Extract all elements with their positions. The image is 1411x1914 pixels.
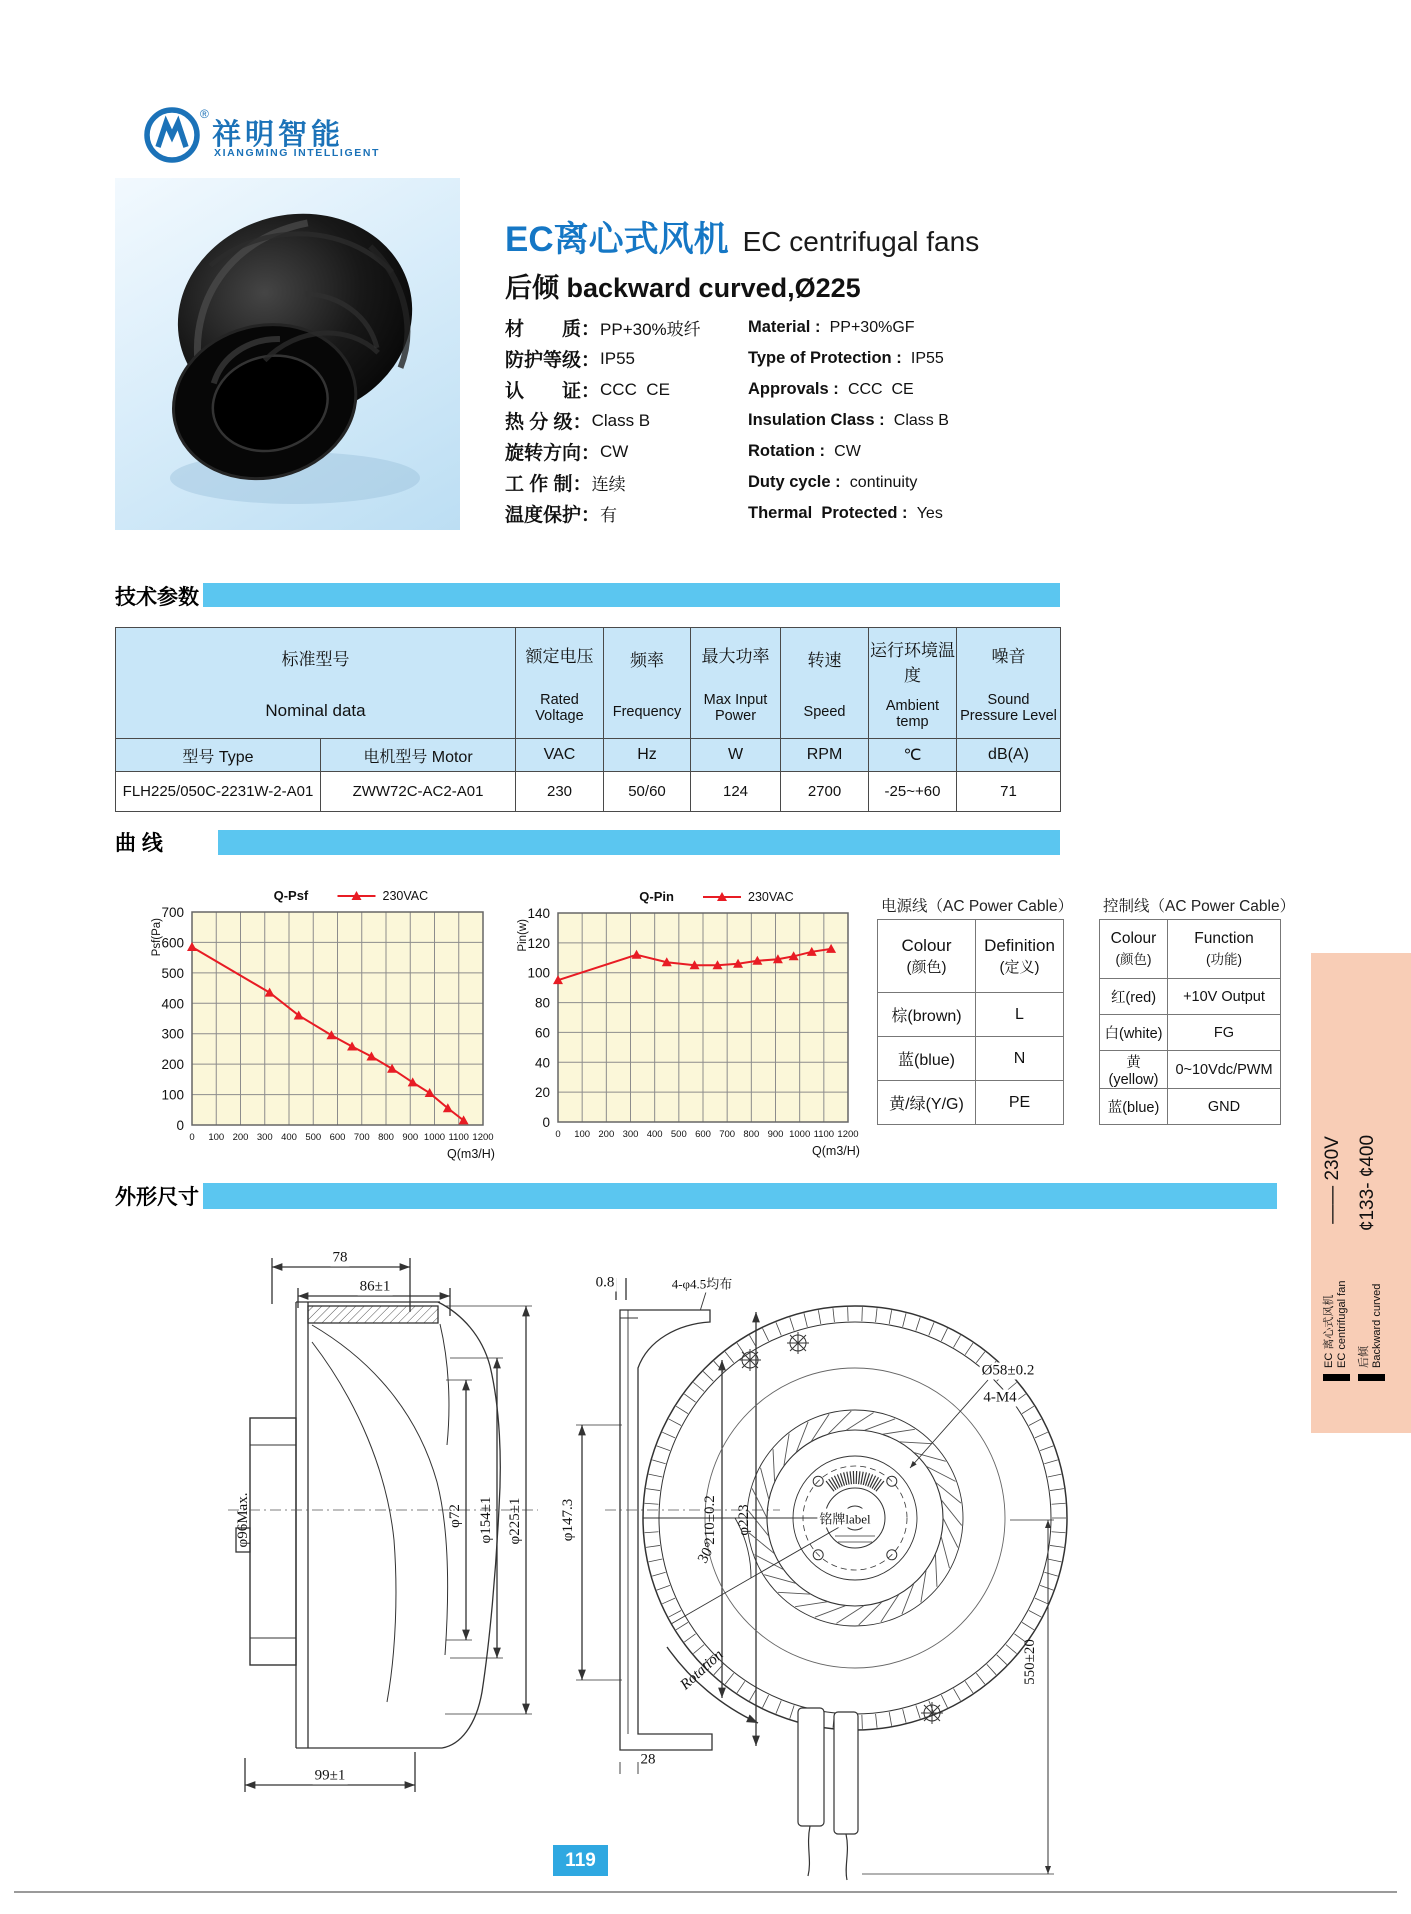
value-ambient: -25~+60 — [869, 772, 957, 812]
spec-list-cn — [505, 312, 755, 529]
spec-label: 材 质 — [505, 319, 582, 340]
tech-params-table — [115, 627, 1061, 812]
dim-label: 30° — [695, 1539, 719, 1567]
svg-text:300: 300 — [256, 1132, 273, 1143]
header-rated-voltage: 额定电压 Rated Voltage — [516, 628, 604, 739]
table-data-row — [116, 772, 1061, 812]
table-header-row — [116, 628, 1061, 739]
dim-label: φ225±1 — [507, 1497, 523, 1545]
dim-label: 210±0.2 — [702, 1495, 718, 1545]
dim-label: 86±1 — [359, 1278, 391, 1295]
svg-text:700: 700 — [161, 905, 184, 920]
page-title-en: EC centrifugal fans — [742, 226, 980, 257]
header-nominal-data: 标准型号 Nominal data — [116, 628, 516, 739]
svg-text:1000: 1000 — [423, 1132, 446, 1143]
spec-list-en — [748, 312, 1078, 529]
cable-cell: 0~10Vdc/PWM — [1168, 1051, 1281, 1089]
value-motor: ZWW72C-AC2-A01 — [321, 772, 516, 812]
svg-text:Q-Pin: Q-Pin — [639, 889, 674, 904]
dim-label: 4-M4 — [983, 1389, 1017, 1406]
svg-text:40: 40 — [534, 1055, 550, 1071]
svg-text:Q(m3/H): Q(m3/H) — [447, 1147, 495, 1161]
product-photo — [115, 178, 460, 530]
cable-cell: 棕(brown) — [878, 993, 976, 1037]
svg-text:800: 800 — [743, 1129, 760, 1140]
control-cable-table — [1099, 894, 1295, 1125]
svg-text:600: 600 — [161, 935, 184, 951]
logo-text-cn: 祥明智能 — [212, 119, 345, 151]
spec-row: Rotation : CW — [748, 442, 861, 460]
spec-label: 旋转方向 — [505, 443, 582, 464]
spec-row: 防护等级 ： IP55 — [505, 343, 755, 374]
svg-text:100: 100 — [574, 1129, 591, 1140]
spec-label: Insulation Class — [748, 411, 875, 429]
svg-text:200: 200 — [232, 1132, 249, 1143]
dim-label: Ø58±0.2 — [981, 1362, 1035, 1379]
svg-text:900: 900 — [402, 1132, 419, 1143]
spec-value: IP55 — [910, 349, 944, 367]
spec-row: Duty cycle : continuity — [748, 473, 918, 491]
bottom-rule — [14, 1891, 1397, 1893]
svg-text:1000: 1000 — [789, 1129, 811, 1140]
unit-rpm: RPM — [781, 739, 869, 772]
page-subtitle: 后倾 backward curved,Ø225 — [505, 273, 861, 303]
dim-label: φ72 — [447, 1504, 463, 1528]
spec-row: Material : PP+30%GF — [748, 318, 915, 336]
spec-value: PP+30%玻纤 — [600, 320, 701, 339]
dim-label: 78 — [332, 1249, 348, 1266]
cable-row — [1100, 979, 1281, 1015]
spec-row: Type of Protection : IP55 — [748, 349, 944, 367]
value-voltage: 230 — [516, 772, 604, 812]
svg-text:Q(m3/H): Q(m3/H) — [812, 1144, 860, 1158]
sidebar-category-cn: EC 离心式风机 — [1323, 1294, 1335, 1368]
svg-text:400: 400 — [281, 1132, 297, 1143]
spec-label: Approvals — [748, 380, 829, 398]
cable-row — [878, 1037, 1064, 1081]
header-frequency: 频率 Frequency — [604, 628, 691, 739]
spec-value: PP+30%GF — [829, 318, 915, 336]
svg-text:300: 300 — [161, 1026, 184, 1042]
spec-value: Yes — [916, 504, 943, 522]
dim-label: 550±20 — [1022, 1639, 1038, 1685]
dim-label: φ147.3 — [560, 1498, 576, 1542]
svg-text:0: 0 — [542, 1115, 550, 1130]
rotation-label: Rotation — [677, 1646, 727, 1694]
svg-text:0: 0 — [555, 1129, 561, 1140]
svg-text:200: 200 — [161, 1057, 184, 1073]
sidebar-subcategory-en: Backward curved — [1371, 1283, 1383, 1368]
table-units-row — [116, 739, 1061, 772]
svg-text:230VAC: 230VAC — [748, 890, 794, 904]
section-title-dims: 外形尺寸 — [115, 1186, 199, 1209]
spec-value: CCC CE — [847, 380, 914, 398]
page-title-cn: EC离心式风机 — [505, 220, 729, 259]
svg-text:700: 700 — [719, 1129, 736, 1140]
control-cable-col-function: Function (功能) — [1168, 920, 1281, 979]
logo-text-en: XIANGMING INTELLIGENT — [214, 147, 381, 159]
power-cable-col-colour: Colour (颜色) — [878, 920, 976, 993]
section-bar — [203, 1183, 1277, 1209]
cable-cell: GND — [1168, 1089, 1281, 1125]
spec-label: Type of Protection — [748, 349, 892, 367]
power-cable-title: 电源线（AC Power Cable） — [881, 898, 1074, 915]
svg-text:900: 900 — [767, 1129, 784, 1140]
unit-w: W — [691, 739, 781, 772]
svg-text:Q-Psf: Q-Psf — [273, 888, 309, 903]
svg-text:20: 20 — [534, 1085, 550, 1101]
svg-text:400: 400 — [161, 996, 184, 1012]
cable-cell: 白(white) — [1100, 1015, 1168, 1051]
svg-text:60: 60 — [534, 1025, 550, 1041]
cable-row — [1100, 1051, 1281, 1089]
sidebar-subcategory — [1358, 1244, 1385, 1381]
dim-label: 0.8 — [595, 1274, 615, 1291]
dimension-drawing — [150, 1240, 1150, 1885]
title-block — [505, 212, 1065, 305]
power-cable-col-definition: Definition (定义) — [976, 920, 1064, 993]
spec-label: 认 证 — [505, 381, 582, 402]
svg-text:1200: 1200 — [472, 1132, 494, 1143]
cable-cell: 黄(yellow) — [1100, 1051, 1168, 1089]
svg-text:140: 140 — [527, 906, 550, 921]
unit-dba: dB(A) — [957, 739, 1061, 772]
spec-value: IP55 — [600, 348, 636, 368]
spec-row: Insulation Class : Class B — [748, 411, 949, 429]
header-max-power: 最大功率 Max Input Power — [691, 628, 781, 739]
spec-label: 热 分 级 — [505, 412, 573, 433]
svg-text:230VAC: 230VAC — [382, 889, 429, 903]
dim-label: φ154±1 — [478, 1496, 494, 1544]
svg-text:100: 100 — [208, 1132, 225, 1143]
svg-text:800: 800 — [378, 1132, 394, 1143]
section-bar — [203, 583, 1060, 607]
sidebar-size-range: ¢133- ¢400 — [1357, 1134, 1378, 1232]
unit-celsius: ℃ — [869, 739, 957, 772]
svg-text:600: 600 — [329, 1132, 346, 1143]
cable-cell: +10V Output — [1168, 979, 1281, 1015]
nameplate-label: 铭牌label — [817, 1509, 872, 1528]
section-title-tech: 技术参数 — [115, 586, 199, 609]
section-bar — [218, 830, 1060, 855]
spec-value: CCC CE — [600, 379, 670, 399]
spec-value: 连续 — [591, 475, 626, 494]
cable-cell: 红(red) — [1100, 979, 1168, 1015]
spec-row: 工 作 制 ： 连续 — [505, 467, 755, 498]
spec-label: 温度保护 — [505, 505, 582, 526]
spec-value: continuity — [849, 473, 918, 491]
unit-vac: VAC — [516, 739, 604, 772]
spec-label: Duty cycle — [748, 473, 831, 491]
cable-cell: N — [976, 1037, 1064, 1081]
power-cable-table — [877, 894, 1073, 1125]
spec-value: CW — [600, 441, 629, 461]
svg-text:1100: 1100 — [813, 1129, 835, 1140]
sidebar-category — [1323, 1244, 1350, 1381]
registered-mark-icon: ® — [200, 107, 209, 121]
subheader-type: 型号 Type — [116, 739, 321, 772]
svg-text:100: 100 — [527, 965, 550, 981]
dim-label: φ223 — [736, 1504, 752, 1536]
value-power: 124 — [691, 772, 781, 812]
spec-row: Approvals : CCC CE — [748, 380, 914, 398]
unit-hz: Hz — [604, 739, 691, 772]
cable-cell: FG — [1168, 1015, 1281, 1051]
header-noise: 噪音 Sound Pressure Level — [957, 628, 1061, 739]
svg-text:400: 400 — [646, 1129, 663, 1140]
svg-text:100: 100 — [161, 1087, 184, 1103]
spec-value: Class B — [591, 410, 651, 430]
svg-text:120: 120 — [527, 935, 550, 951]
cable-cell: 黄/绿(Y/G) — [878, 1081, 976, 1125]
sidebar-voltage: —— 230V — [1322, 1136, 1343, 1224]
spec-label: Rotation — [748, 442, 815, 460]
section-title-curves: 曲 线 — [115, 832, 163, 855]
svg-text:500: 500 — [670, 1129, 687, 1140]
cable-cell: 蓝(blue) — [1100, 1089, 1168, 1125]
spec-row: 材 质 ： PP+30%玻纤 — [505, 312, 755, 343]
sidebar-subcategory-cn: 后倾 — [1358, 1346, 1370, 1368]
svg-text:300: 300 — [622, 1129, 639, 1140]
spec-row: 温度保护 ： 有 — [505, 498, 755, 529]
svg-text:0: 0 — [189, 1132, 195, 1143]
header-speed: 转速 Speed — [781, 628, 869, 739]
cable-cell: 蓝(blue) — [878, 1037, 976, 1081]
spec-row: Thermal Protected : Yes — [748, 504, 943, 522]
cable-row — [1100, 1015, 1281, 1051]
svg-text:500: 500 — [161, 965, 184, 981]
spec-label: 防护等级 — [505, 350, 582, 371]
dim-label: φ96Max. — [235, 1492, 251, 1548]
spec-label: 工 作 制 — [505, 474, 573, 495]
control-cable-col-colour: Colour (颜色) — [1100, 920, 1168, 979]
svg-text:500: 500 — [305, 1132, 322, 1143]
value-type: FLH225/050C-2231W-2-A01 — [116, 772, 321, 812]
cable-row — [878, 993, 1064, 1037]
svg-text:Pin(w): Pin(w) — [517, 919, 529, 952]
spec-value: Class B — [893, 411, 949, 429]
svg-text:200: 200 — [598, 1129, 615, 1140]
spec-value: 有 — [600, 506, 618, 525]
svg-text:0: 0 — [176, 1118, 184, 1133]
svg-text:600: 600 — [695, 1129, 711, 1140]
cable-cell: PE — [976, 1081, 1064, 1125]
spec-row: 旋转方向 ： CW — [505, 436, 755, 467]
value-frequency: 50/60 — [604, 772, 691, 812]
header-ambient-temp: 运行环境温度 Ambient temp — [869, 628, 957, 739]
spec-label: Material — [748, 318, 811, 336]
value-speed: 2700 — [781, 772, 869, 812]
svg-text:1100: 1100 — [448, 1132, 469, 1143]
control-cable-title: 控制线（AC Power Cable） — [1103, 898, 1296, 915]
cable-row — [878, 1081, 1064, 1125]
cable-row — [1100, 1089, 1281, 1125]
sidebar-category-en: EC centrifugal fan — [1336, 1280, 1348, 1368]
page-number-badge: 119 — [553, 1845, 608, 1876]
cable-cell: L — [976, 993, 1064, 1037]
dim-label: 4-φ4.5均布 — [670, 1274, 735, 1293]
fan-image-icon — [115, 178, 460, 530]
svg-text:700: 700 — [353, 1132, 370, 1143]
spec-value: CW — [834, 442, 861, 460]
spec-row: 认 证 ： CCC CE — [505, 374, 755, 405]
spec-row: 热 分 级 ： Class B — [505, 405, 755, 436]
svg-text:1200: 1200 — [837, 1129, 859, 1140]
spec-label: Thermal Protected — [748, 504, 898, 522]
dim-label: 28 — [640, 1751, 656, 1768]
svg-text:Psf(Pa): Psf(Pa) — [151, 918, 163, 957]
value-noise: 71 — [957, 772, 1061, 812]
dim-label: 99±1 — [314, 1767, 346, 1784]
subheader-motor: 电机型号 Motor — [321, 739, 516, 772]
svg-text:80: 80 — [534, 995, 550, 1011]
